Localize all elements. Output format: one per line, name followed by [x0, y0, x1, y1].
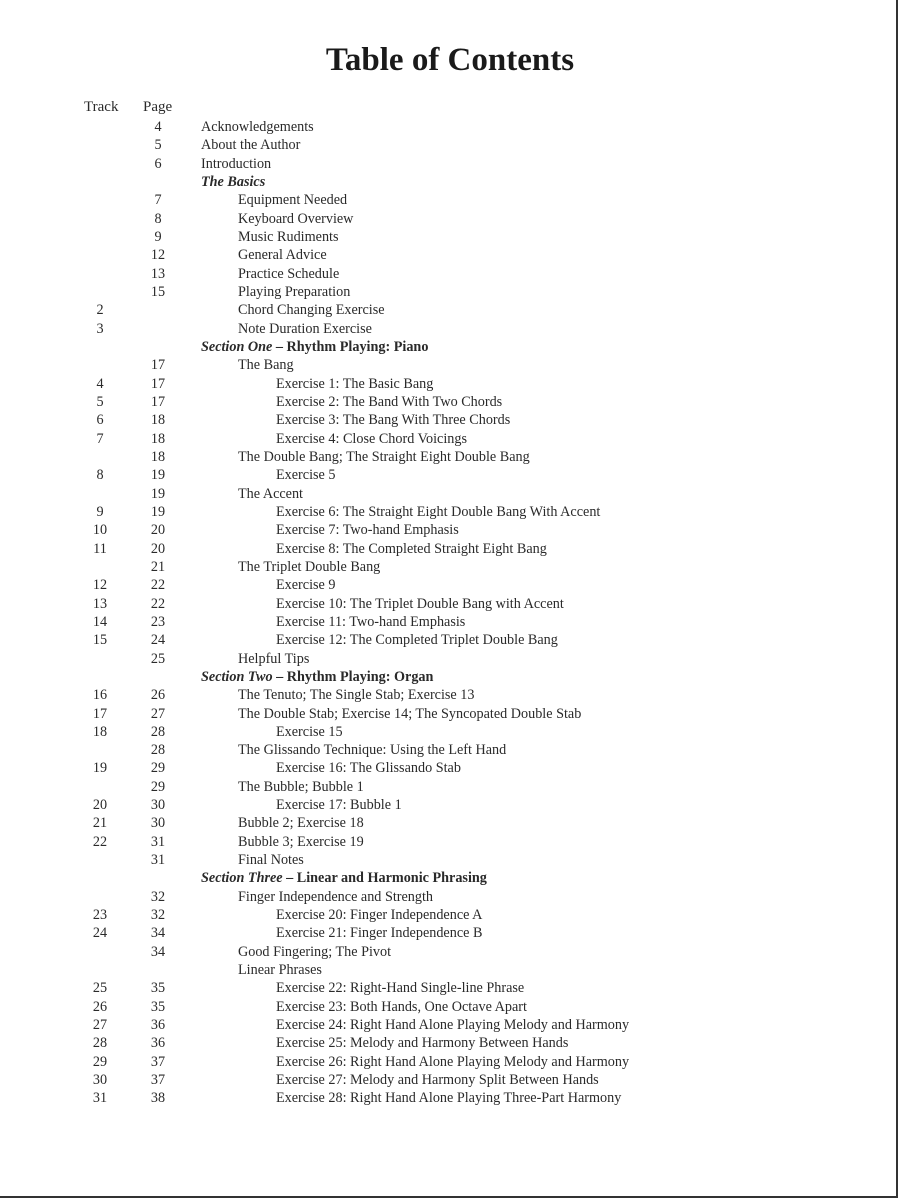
entry-title: The Bubble; Bubble 1: [238, 778, 364, 795]
track-number: 15: [92, 632, 108, 649]
page-number: 22: [150, 595, 166, 612]
toc-entry: [0, 503, 900, 521]
toc-entry: [0, 979, 900, 997]
toc-entry: [0, 136, 900, 154]
page-number: 29: [150, 760, 166, 777]
entry-title: Acknowledgements: [201, 119, 314, 135]
track-number: 14: [92, 613, 108, 630]
track-number: 28: [92, 1035, 108, 1052]
entry-title: Note Duration Exercise: [238, 320, 372, 337]
page-number: 32: [150, 888, 166, 905]
toc-entry: [0, 301, 900, 319]
page-number: 6: [154, 155, 162, 172]
entry-title: Exercise 24: Right Hand Alone Playing Melody and Harmony: [276, 1017, 630, 1034]
track-number: 4: [96, 375, 104, 392]
entry-title: Final Notes: [238, 852, 304, 869]
toc-entry: [0, 1053, 900, 1071]
track-number: 30: [92, 1072, 108, 1089]
entry-title: About the Author: [201, 137, 301, 154]
entry-title: Exercise 15: [276, 723, 343, 740]
track-number: 12: [92, 577, 108, 594]
entry-title: Exercise 6: The Straight Eight Double Bang With Accent: [276, 503, 601, 520]
toc-entry: [0, 155, 900, 173]
entry-title: The Bang: [238, 357, 294, 374]
section-name: Section One: [201, 338, 273, 355]
entry-title: Good Fingering; The Pivot: [238, 943, 392, 960]
page-number: 29: [150, 778, 166, 795]
toc-entry: [0, 1034, 900, 1052]
page-number: 8: [154, 210, 162, 227]
track-number: 5: [96, 393, 104, 410]
toc-entry: [0, 393, 900, 411]
entry-title: Playing Preparation: [238, 283, 351, 300]
section-title: [201, 869, 487, 887]
page-number: 34: [150, 925, 166, 942]
track-number: 29: [92, 1053, 108, 1070]
entry-title: General Advice: [238, 247, 327, 264]
entry-title: The Triplet Double Bang: [238, 558, 381, 575]
page-number: 24: [150, 632, 166, 649]
toc-entry: [0, 411, 900, 429]
track-number: 22: [92, 833, 108, 850]
entry-title: Chord Changing Exercise: [238, 302, 385, 319]
page-number: 20: [150, 540, 166, 557]
page-number: 31: [150, 852, 166, 869]
page-number: 13: [150, 265, 166, 282]
section-subtitle: – Linear and Harmonic Phrasing: [282, 870, 487, 887]
toc-entry: [0, 246, 900, 264]
entry-title: Exercise 20: Finger Independence A: [276, 907, 483, 924]
section-title: [201, 173, 265, 191]
entry-title: Exercise 4: Close Chord Voicings: [276, 430, 467, 447]
toc-entry: [0, 723, 900, 741]
page-number: 30: [150, 797, 166, 814]
track-number: 21: [92, 815, 108, 832]
track-number: 25: [92, 980, 108, 997]
entry-title: Exercise 25: Melody and Harmony Between Hands: [276, 1035, 569, 1052]
track-number: 27: [92, 1017, 108, 1034]
page-number: 38: [150, 1090, 166, 1107]
toc-entry: [0, 558, 900, 576]
track-number: 16: [92, 687, 108, 704]
track-number: 10: [92, 522, 108, 539]
toc-entry: [0, 705, 900, 723]
page-number: 20: [150, 522, 166, 539]
track-number: 9: [96, 503, 104, 520]
entry-title: Exercise 9: [276, 577, 336, 594]
page-number: 26: [150, 687, 166, 704]
entry-title: Exercise 28: Right Hand Alone Playing Three-Part Harmony: [276, 1090, 622, 1107]
entry-title: Exercise 3: The Bang With Three Chords: [276, 412, 511, 429]
page-number: 19: [150, 503, 166, 520]
entry-title: Exercise 16: The Glissando Stab: [276, 760, 461, 777]
page-number: 22: [150, 577, 166, 594]
page-number: 27: [150, 705, 166, 722]
toc-entry: [0, 430, 900, 448]
toc-entry: [0, 631, 900, 649]
entry-title: Finger Independence and Strength: [238, 888, 434, 905]
page-number: 37: [150, 1053, 166, 1070]
entry-title: Exercise 23: Both Hands, One Octave Apart: [276, 998, 527, 1015]
toc-section-heading: [0, 668, 900, 686]
entry-title: Keyboard Overview: [238, 210, 354, 227]
page-number: 32: [150, 907, 166, 924]
page-number: 19: [150, 467, 166, 484]
page-number: 17: [150, 393, 166, 410]
entry-title: Introduction: [201, 155, 272, 172]
toc-entry: [0, 833, 900, 851]
entry-title: Exercise 27: Melody and Harmony Split Between Hands: [276, 1072, 599, 1089]
track-number: 18: [92, 723, 108, 740]
section-name: The Basics: [201, 173, 266, 190]
track-column-header: Track: [84, 99, 119, 115]
toc-entry: [0, 576, 900, 594]
toc-entry: [0, 613, 900, 631]
entry-title: The Double Stab; Exercise 14; The Syncopated Double Stab: [238, 705, 582, 722]
page-number: 17: [150, 357, 166, 374]
page-number: 25: [150, 650, 166, 667]
toc-entry: [0, 686, 900, 704]
track-number: 7: [96, 430, 104, 447]
entry-title: Exercise 11: Two-hand Emphasis: [276, 613, 466, 630]
entry-title: Exercise 8: The Completed Straight Eight Bang: [276, 540, 547, 557]
toc-section-heading: [0, 869, 900, 887]
toc-entry: [0, 741, 900, 759]
page-number: 36: [150, 1035, 166, 1052]
entry-title: Practice Schedule: [238, 265, 340, 282]
page-number: 18: [150, 412, 166, 429]
toc-entry: [0, 466, 900, 484]
toc-entry: [0, 888, 900, 906]
track-number: 24: [92, 925, 108, 942]
page-number: 35: [150, 998, 166, 1015]
track-number: 31: [92, 1090, 108, 1107]
entry-title: Exercise 7: Two-hand Emphasis: [276, 522, 459, 539]
toc-entry: [0, 650, 900, 668]
page-number: 7: [154, 192, 162, 209]
entry-title: Exercise 10: The Triplet Double Bang with Accent: [276, 595, 564, 612]
track-number: 6: [96, 412, 104, 429]
track-number: 19: [92, 760, 108, 777]
track-number: 13: [92, 595, 108, 612]
page-number: 15: [150, 283, 166, 300]
toc-entry: [0, 485, 900, 503]
track-number: 8: [96, 467, 104, 484]
toc-entry: [0, 1071, 900, 1089]
entry-title: The Tenuto; The Single Stab; Exercise 13: [238, 687, 475, 704]
entry-title: Exercise 22: Right-Hand Single-line Phrase: [276, 980, 525, 997]
section-subtitle: – Rhythm Playing: Piano: [272, 338, 429, 355]
toc-entry: [0, 283, 900, 301]
toc-entry: [0, 759, 900, 777]
track-number: 2: [96, 302, 104, 319]
toc-section-heading: [0, 173, 900, 191]
toc-entry: [0, 191, 900, 209]
toc-entry: [0, 595, 900, 613]
page-number: 28: [150, 742, 166, 759]
section-title: [201, 338, 428, 356]
page-number: 34: [150, 943, 166, 960]
entry-title: Helpful Tips: [238, 650, 310, 667]
toc-entry: [0, 998, 900, 1016]
toc-entry: [0, 448, 900, 466]
toc-entry: [0, 375, 900, 393]
toc-entry: [0, 814, 900, 832]
toc-entry: [0, 851, 900, 869]
toc-entry: [0, 906, 900, 924]
page-number: 30: [150, 815, 166, 832]
toc-list: [0, 118, 900, 1108]
track-number: 11: [93, 540, 107, 557]
track-number: 20: [92, 797, 108, 814]
entry-title: Linear Phrases: [238, 962, 322, 979]
entry-title: Exercise 12: The Completed Triplet Double Bang: [276, 632, 558, 649]
page-number: 23: [150, 613, 166, 630]
entry-title: The Double Bang; The Straight Eight Double Bang: [238, 448, 530, 465]
section-name: Section Two: [201, 668, 273, 685]
toc-entry: [0, 228, 900, 246]
page-number: 19: [150, 485, 166, 502]
page-number: 18: [150, 430, 166, 447]
page-number: 35: [150, 980, 166, 997]
toc-section-heading: [0, 338, 900, 356]
entry-title: Exercise 2: The Band With Two Chords: [276, 393, 503, 410]
page-number: 21: [150, 558, 166, 575]
page-number: 5: [154, 137, 162, 154]
toc-entry: [0, 521, 900, 539]
page-number: 12: [150, 247, 166, 264]
entry-title: The Glissando Technique: Using the Left Hand: [238, 742, 507, 759]
track-number: 3: [96, 320, 104, 337]
toc-entry: [0, 796, 900, 814]
entry-title: Equipment Needed: [238, 192, 348, 209]
toc-entry: [0, 356, 900, 374]
page-number: 9: [154, 228, 162, 245]
entry-title: Bubble 2; Exercise 18: [238, 815, 364, 832]
entry-title: The Accent: [238, 485, 303, 502]
page-number: 37: [150, 1072, 166, 1089]
section-title: [201, 668, 433, 686]
toc-entry: [0, 118, 900, 136]
toc-entry: [0, 943, 900, 961]
entry-title: Music Rudiments: [238, 228, 339, 245]
toc-entry: [0, 210, 900, 228]
page-title: Table of Contents: [325, 42, 575, 78]
page-number: 17: [150, 375, 166, 392]
toc-entry: [0, 778, 900, 796]
entry-title: Exercise 5: [276, 467, 336, 484]
entry-title: Exercise 26: Right Hand Alone Playing Melody and Harmony: [276, 1053, 630, 1070]
toc-entry: [0, 540, 900, 558]
track-number: 23: [92, 907, 108, 924]
toc-entry: [0, 265, 900, 283]
toc-entry: [0, 1016, 900, 1034]
toc-entry: [0, 961, 900, 979]
entry-title: Exercise 1: The Basic Bang: [276, 375, 434, 392]
entry-title: Exercise 21: Finger Independence B: [276, 925, 483, 942]
page-number: 28: [150, 723, 166, 740]
track-number: 26: [92, 998, 108, 1015]
toc-entry: [0, 1089, 900, 1107]
page-number: 36: [150, 1017, 166, 1034]
page-column-header: Page: [143, 99, 173, 115]
section-name: Section Three: [201, 870, 283, 887]
page-number: 4: [154, 119, 162, 135]
entry-title: Exercise 17: Bubble 1: [276, 797, 402, 814]
toc-entry: [0, 320, 900, 338]
page-number: 18: [150, 448, 166, 465]
entry-title: Bubble 3; Exercise 19: [238, 833, 364, 850]
track-number: 17: [92, 705, 108, 722]
section-subtitle: – Rhythm Playing: Organ: [272, 668, 434, 685]
page-number: 31: [150, 833, 166, 850]
toc-entry: [0, 924, 900, 942]
